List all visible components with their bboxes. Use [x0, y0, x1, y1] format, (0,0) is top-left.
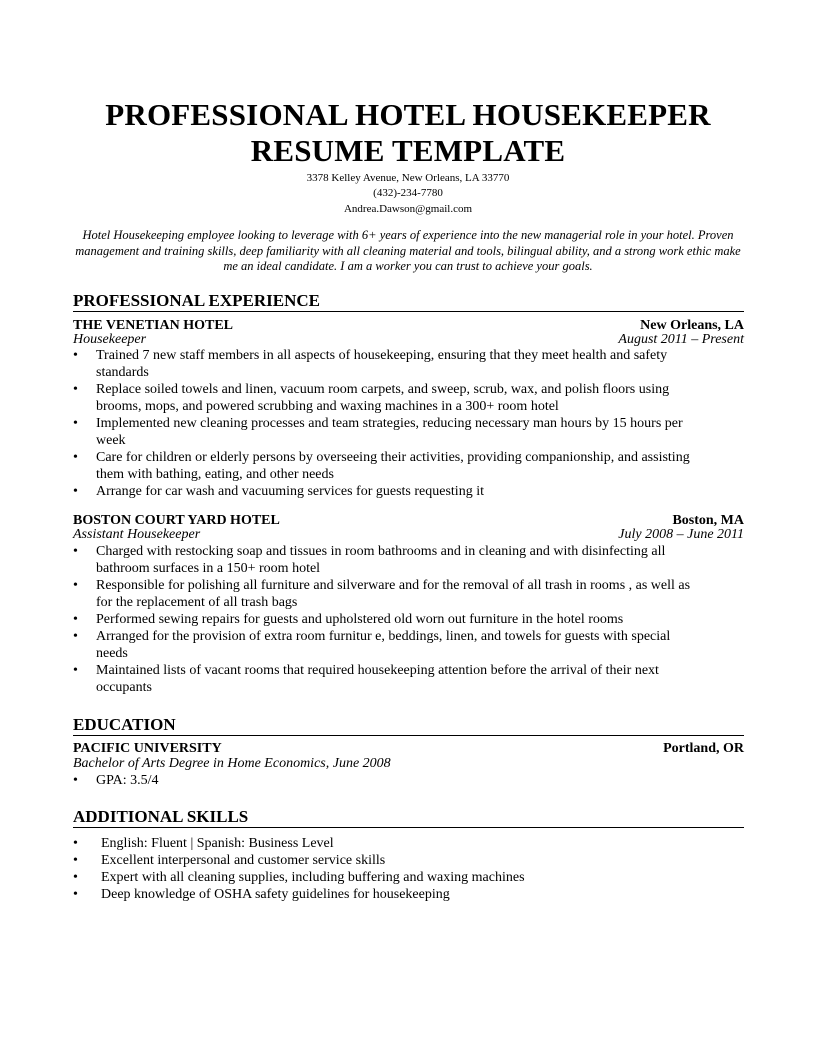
contact-email: Andrea.Dawson@gmail.com [343, 203, 473, 215]
section-heading-skills: ADDITIONAL SKILLS [73, 808, 744, 828]
job-employer: THE VENETIAN HOTEL [73, 318, 234, 333]
job-dates: August 2011 – Present [618, 332, 744, 347]
education-degree-row [73, 755, 744, 772]
list-item: • Deep knowledge of OSHA safety guidelines for housekeeping [73, 886, 693, 903]
contact-address: 3378 Kelley Avenue, New Orleans, LA 33770 [306, 172, 510, 184]
skills-bullet-list [73, 835, 693, 903]
list-item: • Excellent interpersonal and customer service skills [73, 852, 693, 869]
list-item: • Replace soiled towels and linen, vacuum room carpets, and sweep, scrub, wax, and polish floors using brooms, mops, and powered scrubbing and waxing machines in a 300+ room hotel [73, 381, 693, 415]
job-role: Housekeeper [73, 332, 147, 347]
list-item: • Arrange for car wash and vacuuming services for guests requesting it [73, 483, 693, 500]
list-item: • Care for children or elderly persons by overseeing their activities, providing companionship, and assisting them with bathing, eating, and other needs [73, 449, 693, 483]
list-item: • Maintained lists of vacant rooms that required housekeeping attention before the arrival of their next occupants [73, 662, 693, 696]
education-location: Portland, OR [663, 741, 744, 756]
resume-title-line-1: PROFESSIONAL HOTEL HOUSEKEEPER [105, 97, 711, 132]
list-item: • English: Fluent | Spanish: Business Level [73, 835, 693, 852]
list-item: • GPA: 3.5/4 [73, 772, 693, 789]
section-heading-experience: PROFESSIONAL EXPERIENCE [73, 292, 744, 312]
job-location: New Orleans, LA [640, 318, 744, 333]
list-item: • Responsible for polishing all furniture and silverware and for the removal of all trash in rooms , as well as for the replacement of all trash bags [73, 577, 693, 611]
job-location: Boston, MA [672, 513, 744, 528]
professional-summary: Hotel Housekeeping employee looking to leverage with 6+ years of experience into the new managerial role in your hotel. Proven management and training skills, deep familiarity with all cleaning material and tools, bilingual ability, and a strong work ethic make me an ideal candidate. I am a worker you can trust to achieve your goals. [75, 228, 741, 273]
job-bullet-list [73, 347, 693, 500]
list-item: • Trained 7 new staff members in all aspects of housekeeping, ensuring that they meet health and safety standards [73, 347, 693, 381]
education-school: PACIFIC UNIVERSITY [73, 741, 222, 756]
list-item: • Expert with all cleaning supplies, including buffering and waxing machines [73, 869, 693, 886]
job-bullet-list [73, 543, 693, 696]
contact-phone: (432)-234-7780 [373, 187, 443, 199]
job-dates: July 2008 – June 2011 [618, 527, 744, 542]
section-heading-education: EDUCATION [73, 716, 744, 736]
job-employer: BOSTON COURT YARD HOTEL [73, 513, 280, 528]
job-role: Assistant Housekeeper [73, 527, 201, 542]
list-item: • Performed sewing repairs for guests and upholstered old worn out furniture in the hotel rooms [73, 611, 693, 628]
job-role-row [73, 331, 744, 348]
list-item: • Charged with restocking soap and tissues in room bathrooms and in cleaning and with disinfecting all bathroom surfaces in a 150+ room hotel [73, 543, 693, 577]
job-role-row [73, 526, 744, 543]
education-degree: Bachelor of Arts Degree in Home Economics, June 2008 [73, 756, 391, 771]
education-bullet-list [73, 772, 693, 789]
list-item: • Arranged for the provision of extra room furnitur e, beddings, linen, and towels for guests with special needs [73, 628, 693, 662]
list-item: • Implemented new cleaning processes and team strategies, reducing necessary man hours by 15 hours per week [73, 415, 693, 449]
resume-title-line-2: RESUME TEMPLATE [250, 133, 566, 168]
